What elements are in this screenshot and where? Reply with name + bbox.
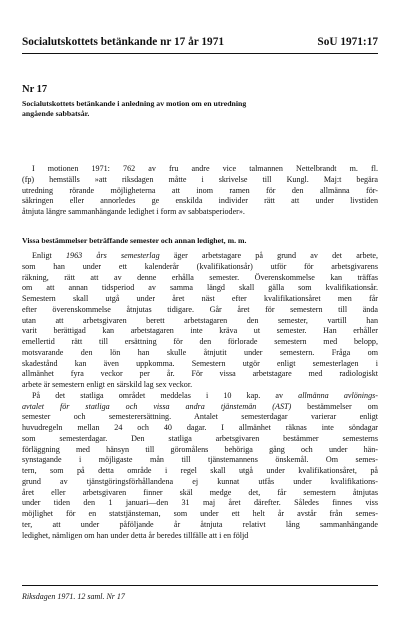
body-text-run: synstagande i möjligaste mån till tjänstemannens önskemål. Om semes-: [22, 455, 378, 465]
body-text-run: om att annan tidsperiod av samma längd skall gälla som kvalifikationsår.: [22, 283, 378, 293]
body-text-run: ledighet, nämligen om han under detta år beredes tillfälle att i en följd: [22, 530, 249, 540]
footer-citation: Riksdagen 1971. 12 saml. Nr 17: [22, 592, 125, 601]
body-text-run: Enligt: [32, 251, 66, 260]
body-line: [22, 402, 378, 413]
body-text-run: På det statliga området meddelas i 10 kap. av: [32, 390, 299, 400]
header-document-code: SoU 1971:17: [317, 36, 378, 48]
body-text-run: efter överenskommelse åtnjutas tidigare. Går året för semestern till ända: [22, 304, 378, 314]
body-line: [22, 509, 378, 520]
body-text-run: som semesterdagar. Den statliga arbetsgivaren bestämmer semesterns: [22, 433, 378, 443]
body-line: [22, 316, 378, 327]
body-line: [22, 520, 378, 531]
header-left-title: Socialutskottets betänkande nr 17 år 1971: [22, 36, 225, 48]
footer-rule: [22, 585, 378, 586]
body-line: [22, 305, 378, 316]
body-text-run: ter, att under påföljande år åtnjuta relativt lång sammanhängande: [22, 519, 378, 529]
body-text-run: året eller arbetsgivaren finner skäl medge det, får semestern åtnjutas: [22, 487, 378, 497]
body-text-run: varit berättigad kan arbetstagaren inte kräva ut semester. Han erhåller: [22, 326, 378, 336]
motion-line: utredning rörande möjligheterna att inom ramen för den allmänna för-: [22, 185, 378, 195]
body-line: [22, 348, 378, 359]
body-text-run: skadestånd kan även uppkomma. Semestern utgör enligt semesterlagen i: [22, 358, 378, 368]
motion-paragraph: [22, 164, 378, 218]
body-line: [22, 337, 378, 348]
body-text-run: bestämmelser om: [291, 401, 378, 411]
body-text-run: äger arbetstagare på grund av det arbete,: [159, 251, 378, 260]
motion-line: I motionen 1971: 762 av fru andre vice talmannen Nettelbrandt m. fl.: [32, 164, 378, 173]
body-text-run: Semestern skall utgå under året näst efter kvalifikationsåret men får: [22, 294, 378, 303]
body-line: [22, 531, 378, 542]
motion-line: åtnjuta längre sammanhängande ledighet i form av sabbatsperioder».: [22, 207, 245, 216]
body-line: [22, 498, 378, 509]
report-title-line: Socialutskottets betänkande i anledning av motion om en utredning: [22, 99, 247, 108]
body-text-run: allmänhet fyra veckor per år. För vissa arbetstagare med radiologiskt: [22, 369, 378, 379]
body-line: [22, 294, 378, 305]
body-line: [22, 273, 378, 284]
body-line: [22, 380, 378, 391]
body-text-run: utan att arbetsgivaren berett arbetstagaren den semester, vartill han: [22, 315, 378, 325]
body-text-run: motsvarande den lön han skulle åtnjutit under semestern. Fråga om: [22, 347, 378, 357]
report-title-line: angående sabbatsår.: [22, 109, 90, 118]
body-text-run: under tiden den 1 januari—den 31 maj året därefter. Således finnes viss: [22, 498, 378, 508]
body-text-run: tern, som på detta område i regel skall utgå under kvalifikationsåret, på: [22, 466, 378, 475]
motion-line: (fp) hemställs »att riksdagen måtte i skrivelse till Kungl. Maj:t begära: [22, 174, 378, 184]
body-line: [22, 326, 378, 337]
italic-reference: avtalet för statliga och vissa andra tjänstemän (AST): [22, 401, 292, 411]
body-line: [22, 251, 378, 262]
italic-reference: allmänna avlönings-: [298, 390, 378, 400]
body-text-run: möjlighet för en statstjänsteman, som under ett helt år avstår från semes-: [22, 509, 378, 518]
body-line: [22, 283, 378, 294]
body-line: [22, 455, 378, 466]
header-rule: [22, 53, 378, 54]
body-line: [22, 445, 378, 456]
body-text-run: grund av tjänstgöringsförhållandena ej kunnat utfås under kvalifikations-: [22, 476, 378, 486]
body-text-run: arbete är semestern enligt en särskild lag sex veckor.: [22, 380, 193, 389]
body-text-run: som han under ett kalenderår (kvalifikationsår) utför för arbetsgivarens: [22, 261, 378, 271]
body-line: [22, 369, 378, 380]
report-number: Nr 17: [22, 84, 48, 95]
section-heading: Vissa bestämmelser beträffande semester och annan ledighet, m. m.: [22, 236, 247, 245]
running-header: [22, 36, 378, 50]
body-line: [22, 466, 378, 477]
body-line: [22, 391, 378, 402]
body-text-run: förläggning med hänsyn till göromålens behöriga gång och under hän-: [22, 444, 378, 454]
italic-reference: 1963 års semesterlag: [66, 251, 160, 260]
body-line: [22, 477, 378, 488]
body-line: [22, 412, 378, 423]
body-text-run: räkning, rätt att av denne erhålla semester. Överenskommelse kan träffas: [22, 272, 378, 282]
body-line: [22, 488, 378, 499]
body-line: [22, 359, 378, 370]
report-title: [22, 99, 378, 119]
body-line: [22, 262, 378, 273]
body-text-run: emellertid rätt till ersättning för den förlorade semestern med belopp,: [22, 337, 378, 346]
motion-line: säkringen eller annorledes ge enskilda individer rätt att under livstiden: [22, 196, 378, 206]
body-text-run: semester och semesterersättning. Antalet semesterdagar varierar enligt: [22, 412, 378, 422]
body-line: [22, 434, 378, 445]
body-line: [22, 423, 378, 434]
body-text-run: huvudregeln mellan 24 och 40 dagar. I allmänhet räknas inte söndagar: [22, 423, 378, 432]
body-text: [22, 251, 378, 541]
